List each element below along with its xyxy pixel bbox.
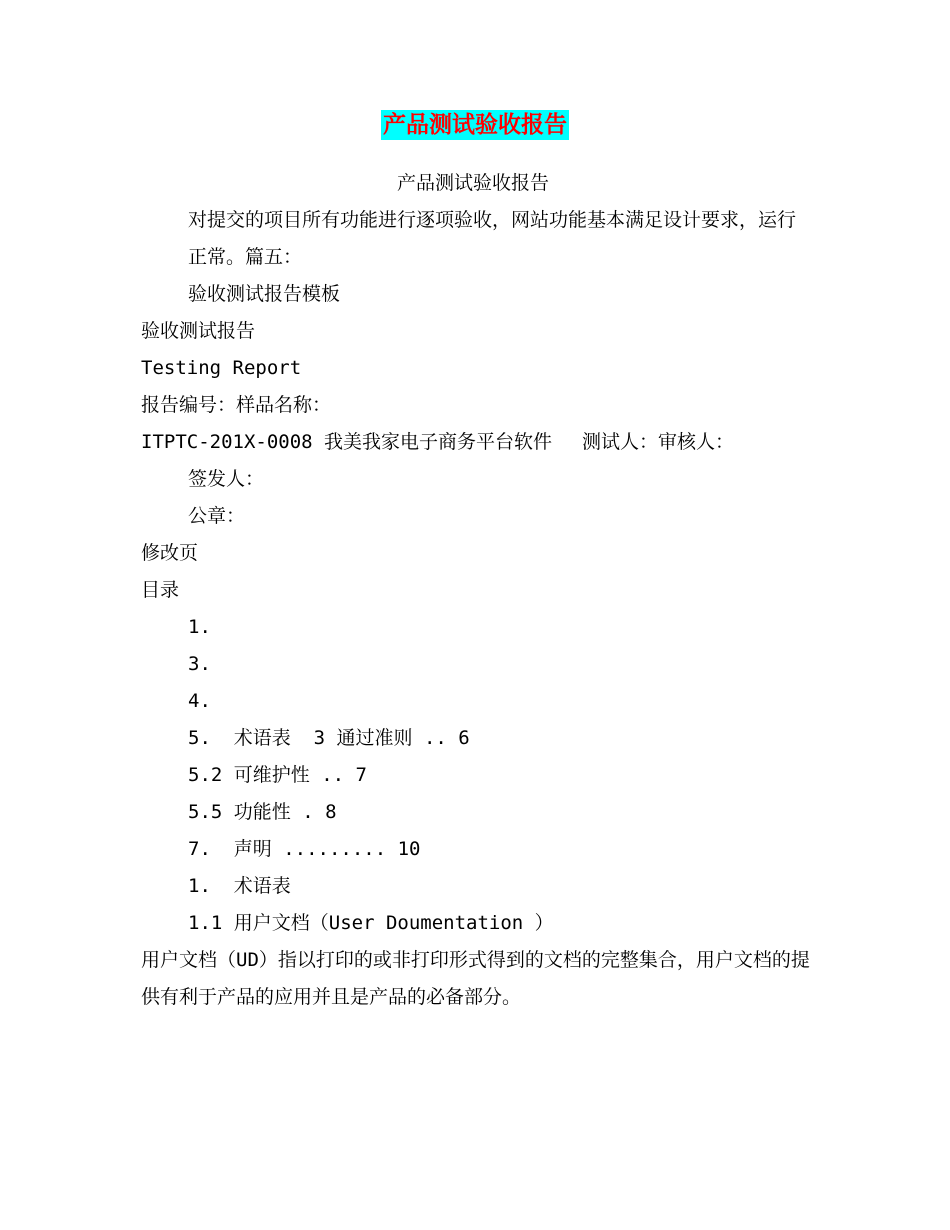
section-heading: 1. 术语表 (188, 875, 291, 897)
seal-label: 公章： (188, 505, 246, 527)
tester-reviewer-label: 测试人：审核人： (582, 431, 735, 453)
report-title-cn: 验收测试报告 (141, 320, 256, 342)
report-title-en: Testing Report (141, 357, 302, 379)
report-number-label: 报告编号：样品名称： (141, 394, 332, 416)
toc-item: 5.5 功能性 . 8 (188, 801, 337, 823)
toc-item: 3. (188, 653, 211, 675)
subtitle: 产品测试验收报告 (396, 172, 549, 194)
report-code: ITPTC-201X-0008 我美我家电子商务平台软件 (141, 431, 553, 453)
toc-item: 5. 术语表 3 通过准则 .. 6 (188, 727, 470, 749)
paragraph-acceptance: 对提交的项目所有功能进行逐项验收，网站功能基本满足设计要求，运行正常。篇五： (188, 209, 797, 268)
toc-item: 4. (188, 690, 211, 712)
toc-item: 5.2 可维护性 .. 7 (188, 764, 367, 786)
signer-label: 签发人： (188, 468, 265, 490)
toc-item: 1. (188, 616, 211, 638)
paragraph-user-documentation: 用户文档（UD）指以打印的或非打印形式得到的文档的完整集合，用户文档的提供有利于产品的应用并且是产品的必备部分。 (141, 949, 810, 1008)
toc-item: 7. 声明 ......... 10 (188, 838, 421, 860)
template-heading: 验收测试报告模板 (188, 283, 341, 305)
toc-heading: 目录 (141, 579, 180, 601)
revision-page-heading: 修改页 (141, 542, 199, 564)
document-title: 产品测试验收报告 (383, 111, 567, 138)
title-row (0, 110, 950, 140)
document-body (141, 165, 811, 1016)
report-code-row (141, 424, 811, 461)
subsection-heading: 1.1 用户文档（User Doumentation ） (188, 912, 554, 934)
